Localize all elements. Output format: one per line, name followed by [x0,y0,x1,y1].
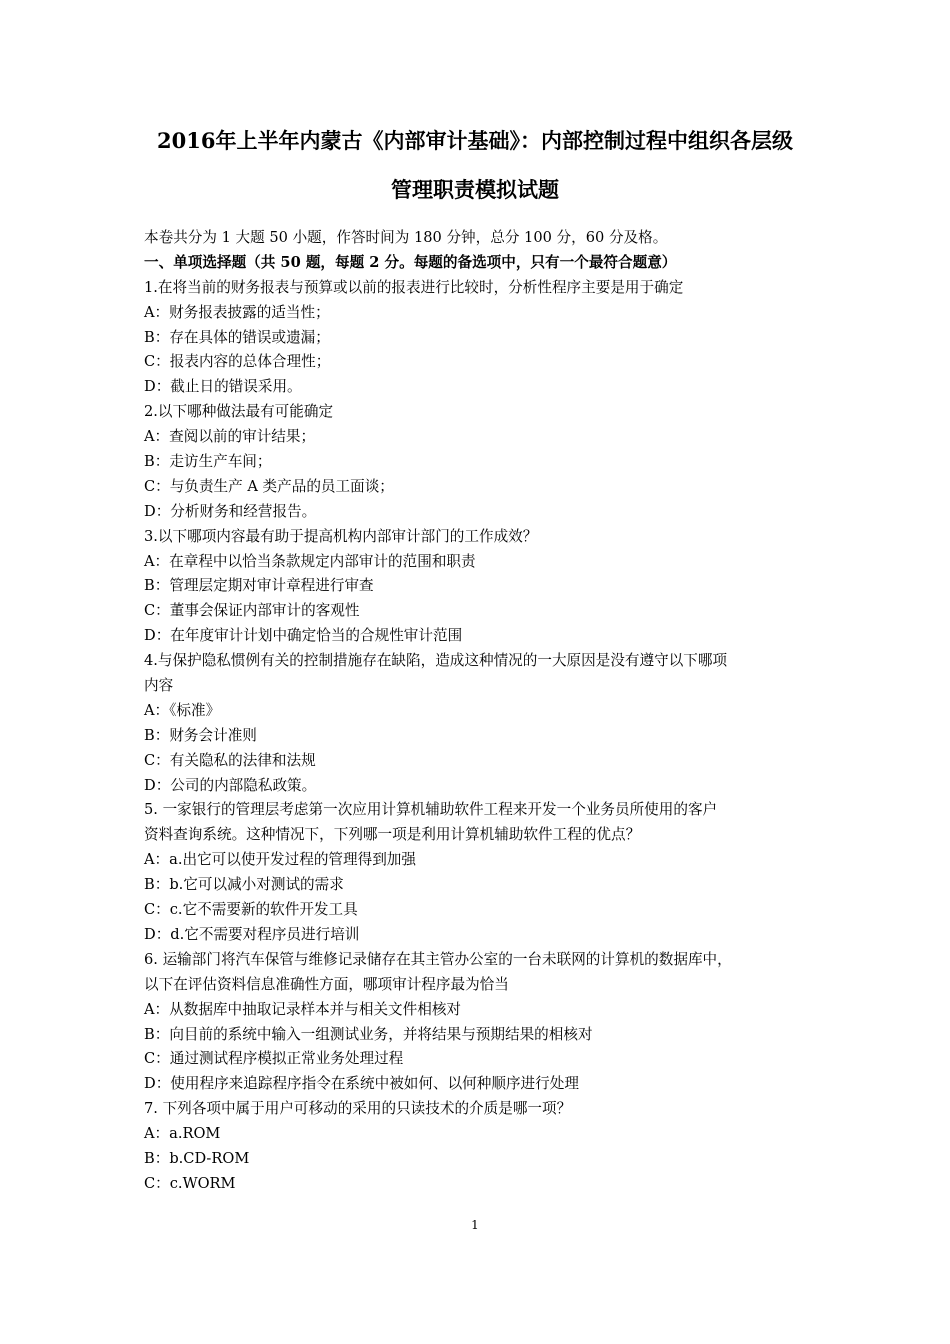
question-item [144,1097,824,1197]
answer-option: D：公司的内部隐私政策。 [144,776,317,794]
exam-intro: 本卷共分为 1 大题 50 小题，作答时间为 180 分钟，总分 100 分，60 分及格。 [144,229,668,246]
answer-option: A：查阅以前的审计结果； [144,428,316,446]
answer-option: B：b.CD-ROM [144,1149,250,1167]
answer-option: A：财务报表披露的适当性； [144,303,330,321]
answer-option: B：管理层定期对审计章程进行审查 [144,577,374,595]
question-stem: 6. 运输部门将汽车保管与维修记录储存在其主管办公室的一台未联网的计算机的数据库中， [144,950,732,968]
question-stem: 2.以下哪种做法最有可能确定 [144,403,334,421]
question-item [144,649,824,798]
answer-option: A：在章程中以恰当条款规定内部审计的范围和职责 [144,552,476,570]
answer-option: C：通过测试程序模拟正常业务处理过程 [144,1050,404,1068]
section-heading: 一、单项选择题（共 50 题，每题 2 分。每题的备选项中，只有一个最符合题意） [144,253,677,271]
answer-option: B：向目前的系统中输入一组测试业务，并将结果与预期结果的相核对 [144,1025,593,1043]
question-stem: 资料查询系统。这种情况下，下列哪一项是利用计算机辅助软件工程的优点？ [144,826,641,844]
answer-option: C：报表内容的总体合理性； [144,353,331,371]
question-item [144,400,824,524]
answer-option: A：从数据库中抽取记录样本并与相关文件相核对 [144,1000,462,1018]
answer-option: A：a.出它可以使开发过程的管理得到加强 [144,851,416,869]
question-stem: 5. 一家银行的管理层考虑第一次应用计算机辅助软件工程来开发一个业务员所使用的客户 [144,801,718,819]
question-item [144,276,824,400]
question-stem: 1.在将当前的财务报表与预算或以前的报表进行比较时，分析性程序主要是用于确定 [144,278,684,296]
page-number: 1 [471,1218,479,1232]
document-title-line-1: 2016年上半年内蒙古《内部审计基础》：内部控制过程中组织各层级 [157,128,793,153]
answer-option: B：走访生产车间； [144,453,272,471]
question-stem: 4.与保护隐私惯例有关的控制措施存在缺陷，造成这种情况的一大原因是没有遵守以下哪项 [144,652,728,670]
answer-option: D：截止日的错误采用。 [144,378,302,396]
answer-option: A：a.ROM [144,1125,221,1143]
question-stem: 7. 下列各项中属于用户可移动的采用的只读技术的介质是哪一项？ [144,1100,572,1118]
answer-option: D：在年度审计计划中确定恰当的合规性审计范围 [144,627,463,645]
question-item [144,948,824,1097]
question-item [144,798,824,947]
answer-option: D：分析财务和经营报告。 [144,502,317,520]
document-title-line-2: 管理职责模拟试题 [391,177,559,202]
answer-option: D：d.它不需要对程序员进行培训 [144,925,360,943]
question-stem: 以下在评估资料信息准确性方面，哪项审计程序最为恰当 [144,975,509,993]
answer-option: C：c.它不需要新的软件开发工具 [144,901,358,919]
answer-option: A：《标准》 [144,701,221,719]
answer-option: C：董事会保证内部审计的客观性 [144,602,360,620]
question-stem: 内容 [144,677,174,695]
answer-option: C：c.WORM [144,1174,236,1192]
answer-option: C：有关隐私的法律和法规 [144,751,316,769]
answer-option: B：b.它可以减小对测试的需求 [144,876,344,894]
answer-option: B：存在具体的错误或遗漏； [144,328,330,346]
answer-option: C：与负责生产 A 类产品的员工面谈； [144,477,394,495]
answer-option: D：使用程序来追踪程序指令在系统中被如何、以何种顺序进行处理 [144,1075,579,1093]
question-stem: 3.以下哪项内容最有助于提高机构内部审计部门的工作成效？ [144,527,538,545]
question-item [144,525,824,649]
answer-option: B：财务会计准则 [144,726,257,744]
document-body [144,226,824,1197]
question-list [144,276,824,1197]
